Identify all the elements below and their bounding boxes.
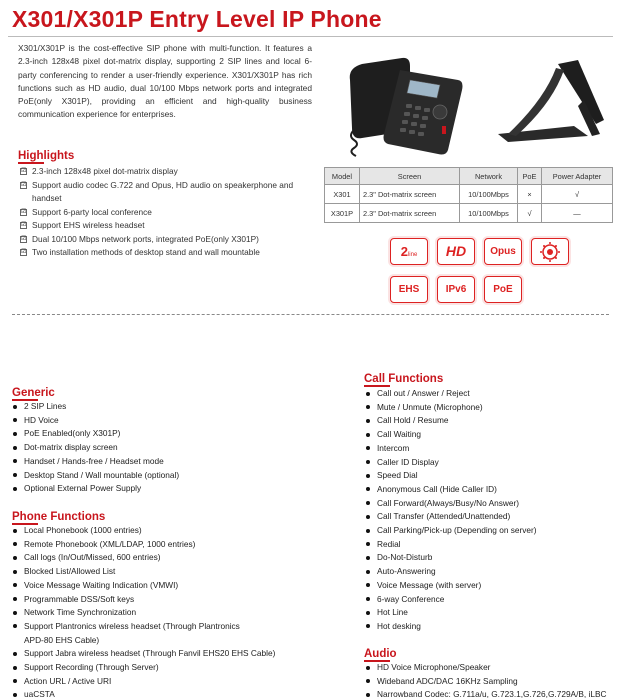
table-cell: 2.3" Dot-matrix screen: [360, 204, 460, 223]
highlights-heading: Highlights: [18, 150, 75, 162]
list-item: Optional External Power Supply: [12, 482, 312, 496]
table-header-network: Network: [460, 168, 518, 185]
list-item: ☑ Dual 10/100 Mbps network ports, integrated PoE(only X301P): [21, 233, 259, 244]
call-functions-list: [365, 387, 615, 634]
list-item: 2 SIP Lines: [12, 400, 312, 414]
list-item: HD Voice Microphone/Speaker: [365, 661, 621, 675]
table-header-model: Model: [325, 168, 360, 185]
list-item-continuation: APD-80 EHS Cable): [24, 634, 100, 645]
phone-functions-list: [12, 524, 332, 700]
list-item: Speed Dial: [365, 469, 615, 483]
list-item: Redial: [365, 538, 615, 552]
table-header-poe: PoE: [518, 168, 542, 185]
list-item: Call Hold / Resume: [365, 414, 615, 428]
checkbox-icon: ☑: [21, 235, 27, 242]
table-header-power-adapter: Power Adapter: [542, 168, 613, 185]
audio-list: [365, 661, 621, 700]
list-item: Call Waiting: [365, 428, 615, 442]
table-cell: 10/100Mbps: [460, 185, 518, 204]
spec-table: [324, 167, 613, 223]
list-item: Call logs (In/Out/Missed, 600 entries): [12, 551, 332, 565]
hd-badge: HD: [437, 238, 475, 265]
section-divider: [12, 314, 609, 315]
table-cell: 2.3" Dot-matrix screen: [360, 185, 460, 204]
list-item: Narrowband Codec: G.711a/u, G.723.1,G.726,G.729A/B, iLBC: [365, 688, 621, 700]
phone-front-image: [340, 50, 470, 158]
page-title: X301/X301P Entry Level IP Phone: [12, 6, 382, 32]
list-item: Remote Phonebook (XML/LDAP, 1000 entries): [12, 538, 332, 552]
table-cell: ×: [518, 185, 542, 204]
list-item: Handset / Hands-free / Headset mode: [12, 455, 312, 469]
list-item: Network Time Synchronization: [12, 606, 332, 620]
table-cell: 10/100Mbps: [460, 204, 518, 223]
table-cell: √: [518, 204, 542, 223]
audio-heading: Audio: [364, 648, 397, 660]
ipv6-badge: IPv6: [437, 276, 475, 303]
title-divider: [8, 36, 613, 37]
checkbox-icon: ☑: [21, 208, 27, 215]
table-cell: —: [542, 204, 613, 223]
table-cell: √: [542, 185, 613, 204]
list-item: uaCSTA: [12, 688, 332, 700]
list-item: Do-Not-Disturb: [365, 551, 615, 565]
opus-badge: Opus: [484, 238, 522, 265]
list-item: Support Recording (Through Server): [12, 661, 332, 675]
table-row: [325, 185, 613, 204]
checkbox-icon: ☑: [21, 168, 27, 174]
list-item: HD Voice: [12, 414, 312, 428]
table-cell: X301P: [325, 204, 360, 223]
list-item: ☑ Support audio codec G.722 and Opus, HD audio on speakerphone and handset: [21, 179, 294, 203]
intro-paragraph: X301/X301P is the cost-effective SIP phone with multi-function. It features a 2.3-inch 128x48 pixel dot-matrix display, supporting 2 SIP lines and local 6-party conferencing to render a user-friendly experience. X301/X301P has rich functions such as HD audio, dual 10/100 Mbps network ports and integrated PoE(only X301P), providing an efficient and high-quality business communication experience for enterprises.: [18, 43, 312, 120]
list-item: Wideband ADC/DAC 16KHz Sampling: [365, 675, 621, 689]
checkbox-icon: ☑: [21, 222, 27, 228]
list-item: 6-way Conference: [365, 593, 615, 607]
list-item: Intercom: [365, 442, 615, 456]
list-item: ☑ Support EHS wireless headset: [21, 220, 145, 230]
phone-functions-heading: Phone Functions: [12, 511, 106, 523]
list-item: Dot-matrix display screen: [12, 441, 312, 455]
list-item: ☑ Support 6-party local conference: [21, 206, 152, 217]
highlights-list: [20, 165, 320, 260]
list-item: Mute / Unmute (Microphone): [365, 401, 615, 415]
list-item: Voice Message (with server): [365, 579, 615, 593]
list-item: Support Plantronics wireless headset (Through Plantronics: [12, 620, 332, 634]
phone-side-image: [488, 60, 608, 144]
list-item: Auto-Answering: [365, 565, 615, 579]
table-header-screen: Screen: [360, 168, 460, 185]
list-item: Caller ID Display: [365, 456, 615, 470]
list-item: Local Phonebook (1000 entries): [12, 524, 332, 538]
poe-badge: PoE: [484, 276, 522, 303]
list-item: Call Forward(Always/Busy/No Answer): [365, 497, 615, 511]
list-item: Voice Message Waiting Indication (VMWI): [12, 579, 332, 593]
list-item: Desktop Stand / Wall mountable (optional): [12, 469, 312, 483]
list-item: ☑ 2.3-inch 128x48 pixel dot-matrix display: [21, 166, 178, 176]
list-item: Blocked List/Allowed List: [12, 565, 332, 579]
list-item: Support Jabra wireless headset (Through Fanvil EHS20 EHS Cable): [12, 647, 332, 661]
table-cell: X301: [325, 185, 360, 204]
speaker-badge: [531, 238, 569, 265]
two-line-badge: 2line: [390, 238, 428, 265]
list-item: Call Transfer (Attended/Unattended): [365, 510, 615, 524]
call-functions-heading: Call Functions: [364, 373, 444, 385]
list-item: Call out / Answer / Reject: [365, 387, 615, 401]
list-item: PoE Enabled(only X301P): [12, 427, 312, 441]
generic-list: [12, 400, 312, 496]
list-item: Call Parking/Pick-up (Depending on server): [365, 524, 615, 538]
list-item: Hot desking: [365, 620, 615, 634]
table-row: [325, 204, 613, 223]
list-item: ☑ Two installation methods of desktop stand and wall mountable: [21, 247, 260, 257]
list-item: Programmable DSS/Soft keys: [12, 593, 332, 607]
list-item: Anonymous Call (Hide Caller ID): [365, 483, 615, 497]
checkbox-icon: ☑: [21, 249, 27, 255]
list-item: Hot Line: [365, 606, 615, 620]
list-item: Action URL / Active URI: [12, 675, 332, 689]
generic-heading: Generic: [12, 387, 55, 399]
checkbox-icon: ☑: [21, 181, 27, 188]
speaker-icon: [537, 241, 563, 263]
ehs-badge: EHS: [390, 276, 428, 303]
